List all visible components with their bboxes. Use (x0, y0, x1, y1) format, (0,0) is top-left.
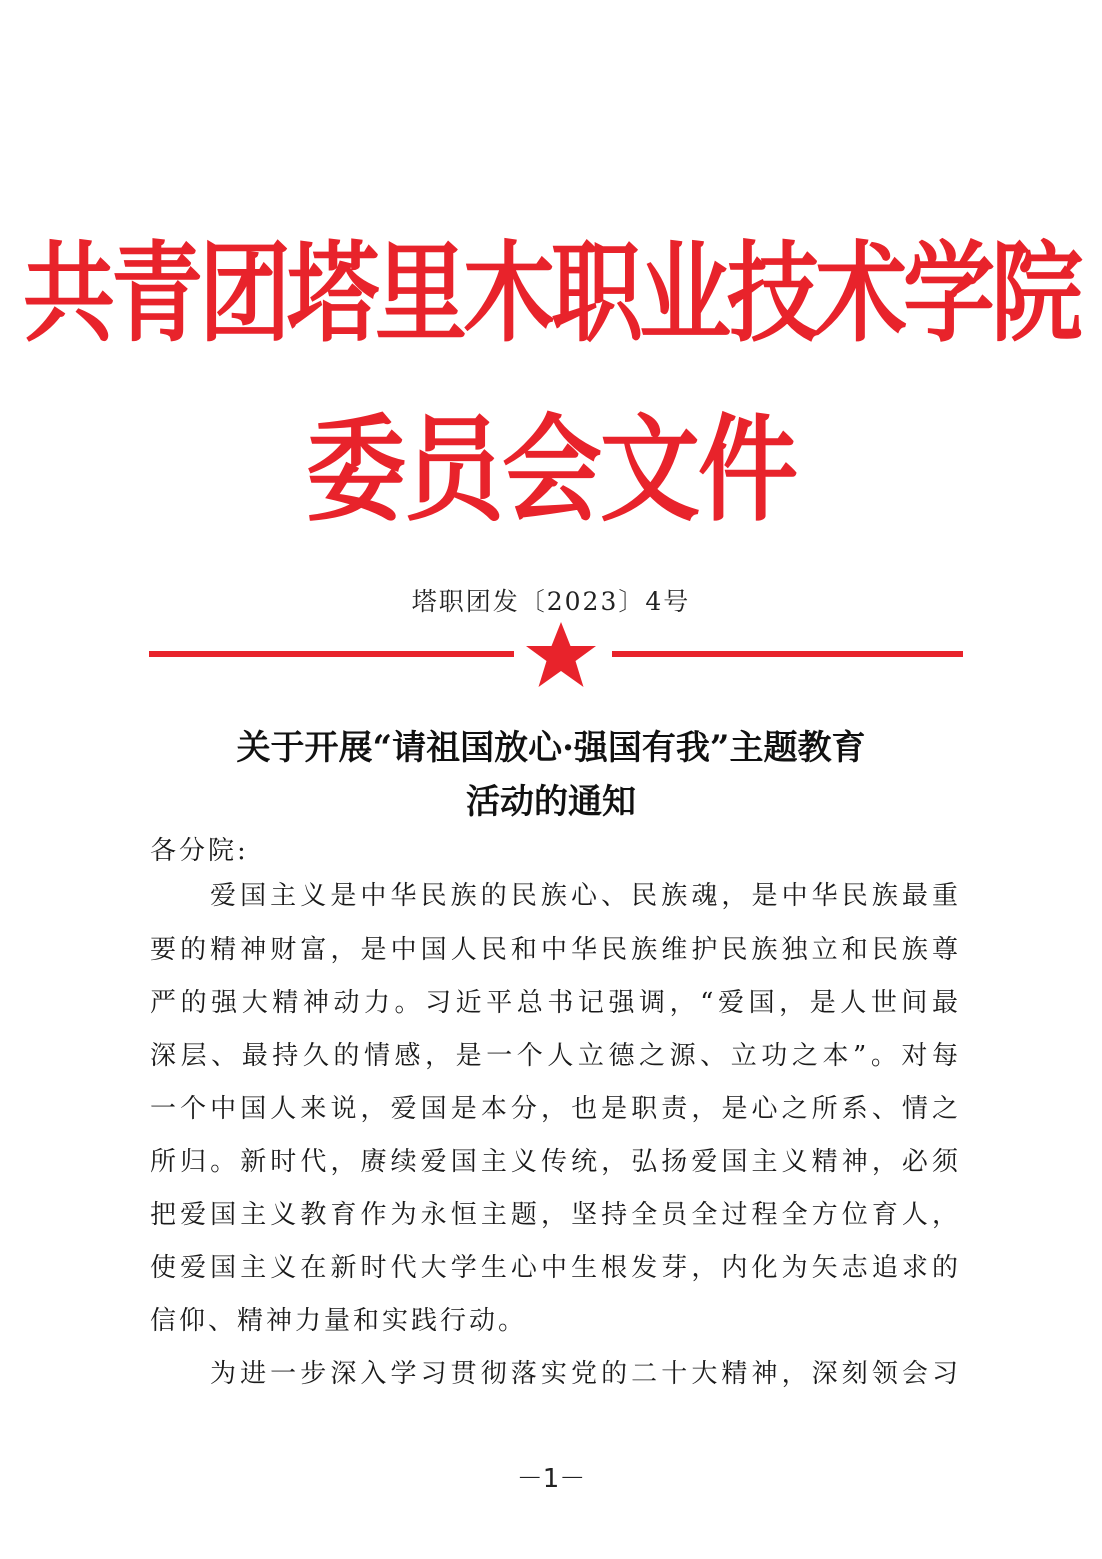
body-line: 要的精神财富，是中国人民和中华民族维护民族独立和民族尊 (150, 935, 958, 965)
page-number: －1－ (516, 1464, 586, 1494)
red-rule-left (149, 651, 514, 657)
body-line: 所归。新时代，赓续爱国主义传统，弘扬爱国主义精神，必须 (150, 1147, 958, 1177)
body-line: 使爱国主义在新时代大学生心中生根发芽，内化为矢志追求的 (150, 1253, 958, 1283)
document-number: 塔职团发〔2023〕4号 (411, 587, 691, 616)
notice-title-line2: 活动的通知 (466, 782, 636, 822)
red-star-icon (520, 620, 602, 690)
notice-title-line1: 关于开展“请祖国放心·强国有我”主题教育 (236, 728, 866, 768)
issuer-title-line2: 委员会文件 (306, 402, 796, 538)
body-line: 爱国主义是中华民族的民族心、民族魂，是中华民族最重 (210, 881, 958, 911)
issuer-title-line1: 共青团塔里木职业技术学院 (22, 230, 1079, 358)
red-rule-right (612, 651, 963, 657)
body-line: 为进一步深入学习贯彻落实党的二十大精神，深刻领会习 (210, 1359, 958, 1389)
body-line: 把爱国主义教育作为永恒主题，坚持全员全过程全方位育人， (150, 1200, 958, 1230)
body-line: 深层、最持久的情感，是一个人立德之源、立功之本”。对每 (150, 1041, 958, 1071)
salutation: 各分院: (150, 836, 249, 866)
body-line: 严的强大精神动力。习近平总书记强调，“爱国，是人世间最 (150, 988, 958, 1018)
body-line: 一个中国人来说，爱国是本分，也是职责，是心之所系、情之 (150, 1094, 958, 1124)
body-line: 信仰、精神力量和实践行动。 (150, 1306, 528, 1336)
